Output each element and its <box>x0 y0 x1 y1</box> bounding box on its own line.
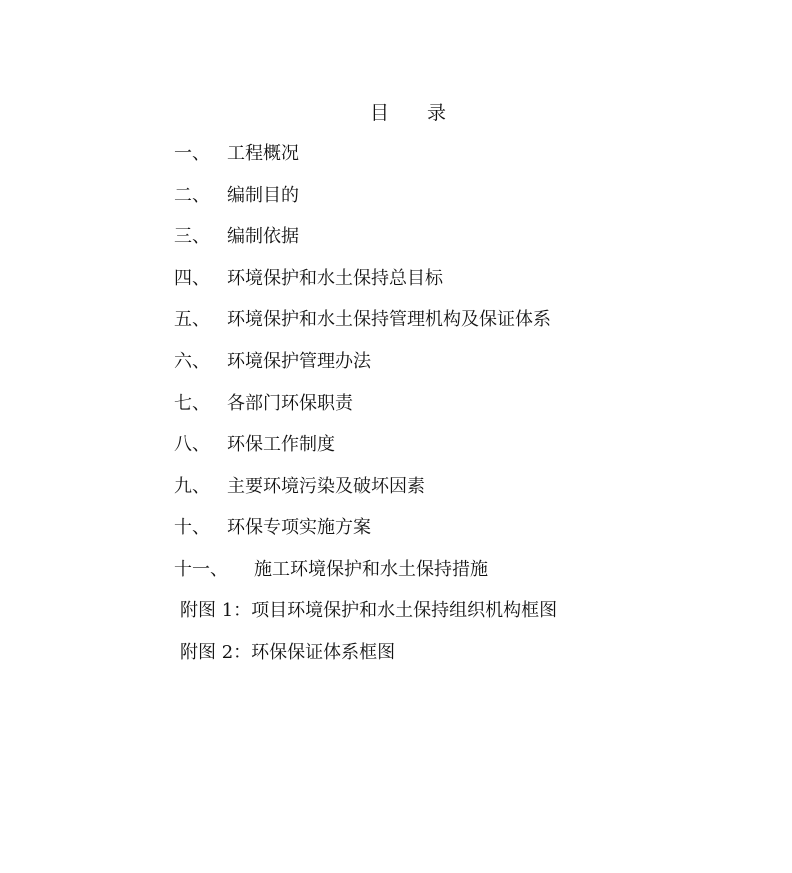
toc-item-number: 七、 <box>174 392 210 414</box>
toc-item <box>174 182 551 224</box>
toc-item-text: 主要环境污染及破坏因素 <box>227 475 425 497</box>
toc-item-number: 六、 <box>174 350 210 372</box>
appendix-list <box>180 597 557 680</box>
toc-item <box>174 431 551 473</box>
toc-item <box>174 390 551 432</box>
toc-item-text: 施工环境保护和水土保持措施 <box>254 558 488 580</box>
toc-item <box>174 265 551 307</box>
toc-item-text: 工程概况 <box>227 143 299 164</box>
toc-item <box>174 514 551 556</box>
toc-item-number: 十、 <box>174 517 210 539</box>
toc-item <box>174 473 551 515</box>
toc-item-number: 一、 <box>174 143 210 164</box>
toc-list <box>174 140 551 598</box>
appendix-item: 附图 1：项目环境保护和水土保持组织机构框图 <box>180 600 558 621</box>
toc-item-text: 各部门环保职责 <box>227 392 353 414</box>
appendix-item: 附图 2：环保保证体系框图 <box>180 641 396 663</box>
toc-item-number: 五、 <box>174 309 210 331</box>
toc-item-text: 编制依据 <box>227 226 299 248</box>
toc-item-number: 四、 <box>174 267 210 289</box>
toc-title: 目 录 <box>369 102 446 124</box>
toc-item-number: 二、 <box>174 184 210 206</box>
toc-item-text: 编制目的 <box>227 184 299 206</box>
toc-item <box>174 140 551 182</box>
toc-item-text: 环保专项实施方案 <box>227 517 371 539</box>
toc-item-number: 三、 <box>174 226 210 248</box>
toc-item <box>174 306 551 348</box>
toc-item <box>174 223 551 265</box>
toc-item-text: 环境保护和水土保持管理机构及保证体系 <box>227 309 551 331</box>
toc-item <box>174 556 551 598</box>
toc-item-number: 十一、 <box>174 558 228 580</box>
toc-item-text: 环保工作制度 <box>227 434 335 456</box>
toc-item-number: 九、 <box>174 475 210 497</box>
toc-item-text: 环境保护和水土保持总目标 <box>227 267 443 289</box>
toc-item-number: 八、 <box>174 434 210 456</box>
toc-item <box>174 348 551 390</box>
toc-item-text: 环境保护管理办法 <box>227 350 371 372</box>
